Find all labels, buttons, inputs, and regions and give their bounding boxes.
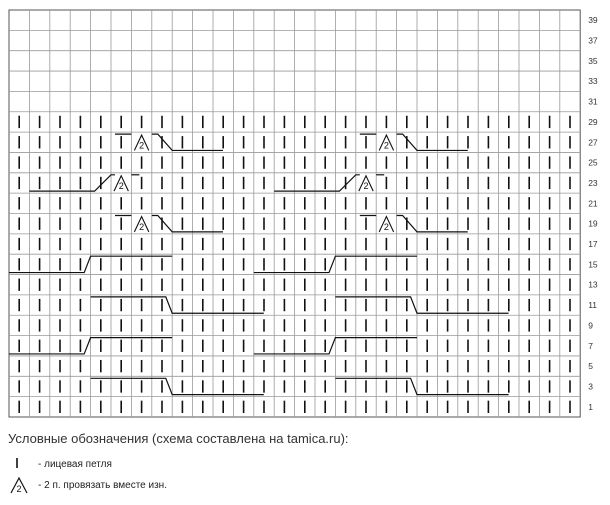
k2tog-symbol-label: 2 [363,181,369,192]
row-number-label: 37 [588,35,598,46]
cable-line [91,378,264,394]
cable-line [29,175,115,191]
row-number-label: 1 [588,401,593,412]
legend-label-knit: - лицевая петля [38,458,112,470]
k2tog-symbol-label: 2 [383,221,389,232]
k2tog-icon-label: 2 [16,484,22,494]
row-number-label: 39 [588,15,598,26]
k2tog-symbol-label: 2 [383,140,389,151]
cable-line [274,175,360,191]
legend-item-knit [8,454,112,474]
knit-stitch-icon [8,454,30,474]
row-number-label: 23 [588,177,598,188]
legend-title: Условные обозначения (схема составлена на tamica.ru): [8,431,349,446]
row-number-label: 15 [588,259,598,270]
row-number-label: 5 [588,361,593,372]
k2tog-purl-icon [8,475,30,495]
row-number-label: 7 [588,340,593,351]
row-number-label: 29 [588,116,598,127]
row-number-label: 31 [588,96,598,107]
k2tog-symbol-label: 2 [139,140,145,151]
row-number-label: 27 [588,137,598,148]
row-number-label: 25 [588,157,598,168]
row-number-label: 19 [588,218,598,229]
row-number-label: 35 [588,55,598,66]
row-number-label: 3 [588,381,593,392]
cable-line [335,297,508,313]
row-number-label: 21 [588,198,598,209]
row-number-label: 11 [588,300,598,311]
cable-line [335,378,508,394]
row-number-labels [588,15,598,412]
legend-item-decrease [8,475,167,495]
cable-line [91,297,264,313]
k2tog-symbol-label: 2 [139,221,145,232]
row-number-label: 9 [588,320,593,331]
legend-label-decrease: - 2 п. провязать вместе изн. [38,479,167,491]
row-number-label: 17 [588,239,598,250]
row-number-label: 33 [588,76,598,87]
k2tog-symbol-label: 2 [118,181,124,192]
row-number-label: 13 [588,279,598,290]
chart-grid [9,10,580,417]
